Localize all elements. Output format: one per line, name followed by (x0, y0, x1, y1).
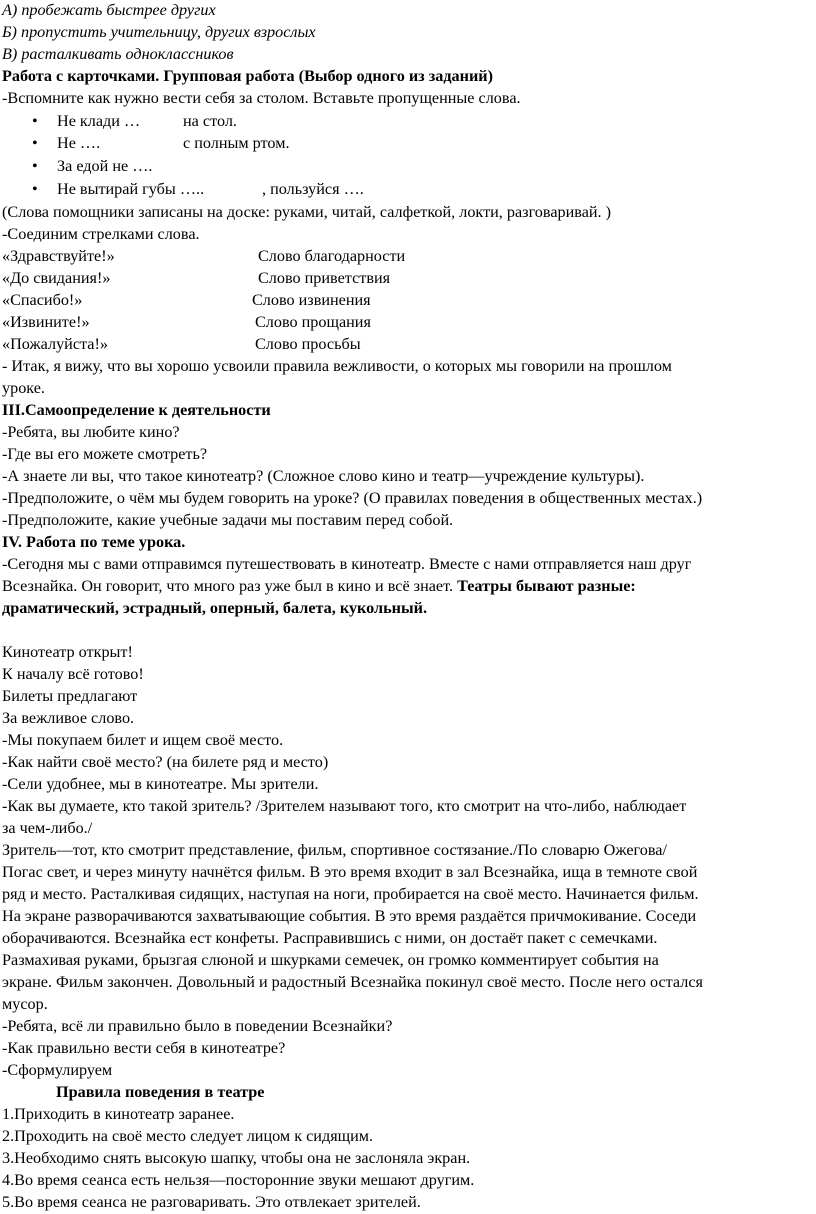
story-line: На экране разворачиваются захватывающие события. В это время раздаётся причмокивание. Соседи (2, 907, 697, 925)
rule-item: 1.Приходить в кинотеатр заранее. (2, 1105, 235, 1123)
bullet-icon: • (32, 157, 38, 175)
summary-line: - Итак, я вижу, что вы хорошо усвоили правила вежливости, о которых мы говорили на прошлом (2, 357, 672, 375)
rule-item: 5.Во время сеанса не разговаривать. Это отвлекает зрителей. (2, 1193, 421, 1211)
match-phrase: «До свидания!» (2, 269, 111, 287)
section4-paragraph: -Сегодня мы с вами отправимся путешествовать в кинотеатр. Вместе с нами отправляется наш друг (2, 555, 692, 573)
list-item-right: с полным ртом. (183, 134, 290, 152)
match-phrase: «Здравствуйте!» (2, 247, 115, 265)
story-line: -Как вы думаете, кто такой зритель? /Зрителем называют того, кто смотрит на что-либо, наблюдает (2, 797, 687, 815)
bullet-icon: • (32, 134, 38, 152)
story-line: -Ребята, всё ли правильно было в поведении Всезнайки? (2, 1017, 393, 1035)
story-line: -Сели удобнее, мы в кинотеатре. Мы зрители. (2, 775, 319, 793)
cards-heading: Работа с карточками. Групповая работа (Выбор одного из заданий) (2, 67, 493, 85)
quiz-option-b: Б) пропустить учительницу, других взрослых (2, 23, 316, 41)
rule-item: 4.Во время сеанса есть нельзя—посторонние звуки мешают другим. (2, 1171, 475, 1189)
poem-line: К началу всё готово! (2, 665, 144, 683)
story-line: -Как правильно вести себя в кинотеатре? (2, 1039, 286, 1057)
match-type: Слово приветствия (258, 269, 391, 287)
story-line: ряд и место. Расталкивая сидящих, наступая на ноги, пробирается на своё место. Начинается фильм. (2, 885, 699, 903)
bullet-icon: • (32, 112, 38, 130)
match-phrase: «Извините!» (2, 313, 90, 331)
section3-line: -Ребята, вы любите кино? (2, 423, 180, 441)
story-line: Размахивая руками, брызгая слюной и шкурками семечек, он громко комментирует события на (2, 951, 659, 969)
section3-line: -Предположите, какие учебные задачи мы поставим перед собой. (2, 511, 454, 529)
task2-intro: -Соединим стрелками слова. (2, 225, 200, 243)
summary-line: уроке. (2, 379, 45, 397)
list-item-right: на стол. (183, 112, 237, 130)
story-line: Зритель—тот, кто смотрит представление, фильм, спортивное состязание./По словарю Ожегова/ (2, 841, 667, 859)
section4-paragraph (2, 576, 636, 598)
list-item-left: Не …. (57, 134, 101, 152)
story-line: -Сформулируем (2, 1061, 113, 1079)
theatre-types-lead: Театры бывают разные: (457, 577, 636, 595)
rules-heading: Правила поведения в театре (56, 1083, 265, 1101)
rule-item: 3.Необходимо снять высокую шапку, чтобы она не заслоняла экран. (2, 1149, 471, 1167)
task1-intro: -Вспомните как нужно вести себя за столом. Вставьте пропущенные слова. (2, 89, 521, 107)
match-type: Слово просьбы (255, 335, 361, 353)
story-line: -Мы покупаем билет и ищем своё место. (2, 731, 284, 749)
section3-heading: III.Самоопределение к деятельности (2, 401, 271, 419)
match-type: Слово прощания (255, 313, 371, 331)
poem-line: За вежливое слово. (2, 709, 135, 727)
theatre-types: драматический, эстрадный, оперный, балета, кукольный. (2, 599, 428, 617)
match-phrase: «Спасибо!» (2, 291, 83, 309)
list-item-left: Не вытирай губы ….. (57, 180, 205, 198)
list-item-left: За едой не …. (57, 157, 153, 175)
story-line: Погас свет, и через минуту начнётся фильм. В это время входит в зал Всезнайка, ища в темноте свой (2, 863, 698, 881)
section4-text: Всезнайка. Он говорит, что много раз уже был в кино и всё знает. (2, 577, 458, 595)
section3-line: -Предположите, о чём мы будем говорить на уроке? (О правилах поведения в общественных местах.) (2, 489, 703, 507)
poem-line: Кинотеатр открыт! (2, 643, 133, 661)
section4-heading: IV. Работа по теме урока. (2, 533, 186, 551)
rule-item: 2.Проходить на своё место следует лицом к сидящим. (2, 1127, 374, 1145)
match-phrase: «Пожалуйста!» (2, 335, 108, 353)
match-type: Слово благодарности (258, 247, 406, 265)
story-line: оборачиваются. Всезнайка ест конфеты. Расправившись с ними, он достаёт пакет с семечками. (2, 929, 658, 947)
quiz-option-c: В) расталкивать одноклассников (2, 45, 234, 63)
story-line: мусор. (2, 995, 48, 1013)
match-type: Слово извинения (252, 291, 371, 309)
list-item-left: Не клади … (57, 112, 141, 130)
bullet-icon: • (32, 180, 38, 198)
section3-line: -А знаете ли вы, что такое кинотеатр? (Сложное слово кино и театр—учреждение культуры). (2, 467, 645, 485)
story-line: за чем-либо./ (2, 819, 93, 837)
quiz-option-a: А) пробежать быстрее других (2, 1, 216, 19)
story-line: экране. Фильм закончен. Довольный и радостный Всезнайка покинул своё место. После него остался (2, 973, 703, 991)
section3-line: -Где вы его можете смотреть? (2, 445, 208, 463)
poem-line: Билеты предлагают (2, 687, 138, 705)
story-line: -Как найти своё место? (на билете ряд и место) (2, 753, 329, 771)
helper-words: (Слова помощники записаны на доске: руками, читай, салфеткой, локти, разговаривай. ) (2, 203, 612, 221)
list-item-right: , пользуйся …. (262, 180, 364, 198)
